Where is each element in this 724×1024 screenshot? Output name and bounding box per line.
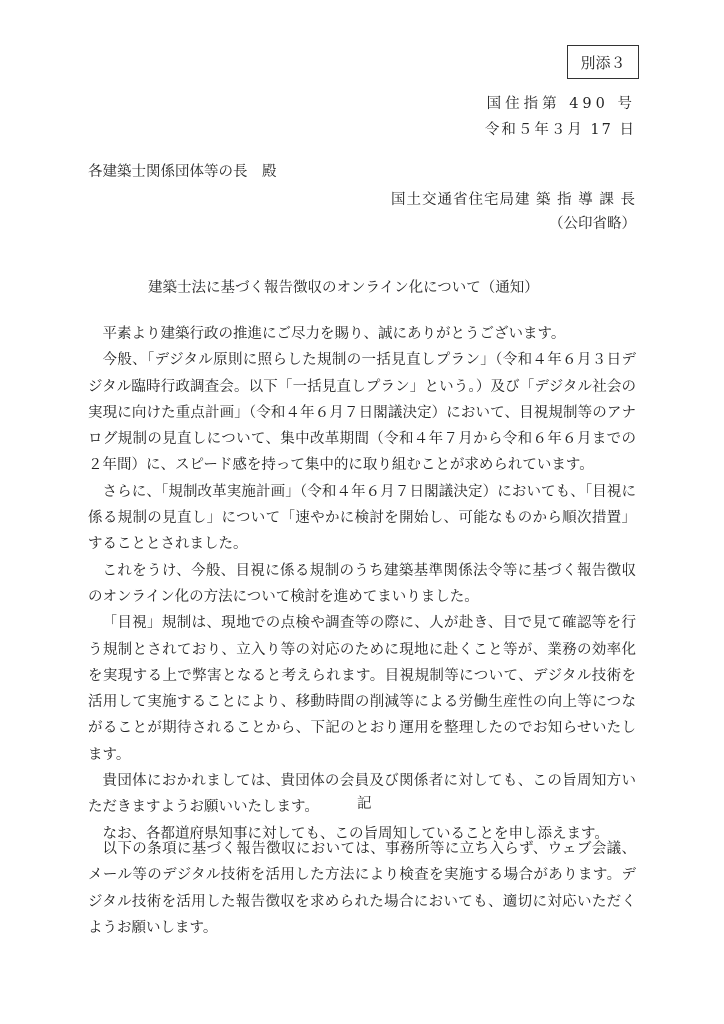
paragraph: 貴団体におかれましては、貴団体の会員及び関係者に対しても、この旨周知方いただきますようお願いいたします。: [88, 773, 636, 816]
document-number: 国住指第 490 号: [486, 96, 636, 112]
paragraph: さらに、「規制改革実施計画」（令和４年６月７日閣議決定）においても、「目視に係る規制の見直し」について「速やかに検討を開始し、可能なものから順次措置」することとされました。: [88, 483, 636, 553]
addressee: 各建築士関係団体等の長 殿: [88, 164, 277, 180]
ki-heading: 記: [357, 796, 372, 812]
paragraph: 「目視」規制は、現地での点検や調査等の際に、人が赴き、目で見て確認等を行う規制とされており、立入り等の対応のために現地に赴くこと等が、業務の効率化を実現する上で弊害となると考えられます。目視規制等について、デジタル技術を活用して実施することにより、移動時間の削減等による労働生産性の向上等につながることが期待されることから、下記のとおり運用を整理したのでお知らせいたします。: [88, 615, 636, 763]
paragraph: 今般、「デジタル原則に照らした規制の一括見直しプラン」（令和４年６月３日デジタル臨時行政調査会。以下「一括見直しプラン」という。）及び「デジタル社会の実現に向けた重点計画」（令和４年６月７日閣議決定）において、目視規制等のアナログ規制の見直しについて、集中改革期間（令和４年７月から令和６年６月までの２年間）に、スピード感を持って集中的に取り組むことが求められています。: [88, 352, 636, 474]
paragraph: 平素より建築行政の推進にご尽力を賜り、誠にありがとうございます。: [102, 326, 566, 342]
notes-section: [88, 836, 636, 941]
sender-name: 国土交通省住宅局建 築 指 導 課 長: [390, 192, 636, 208]
seal-note: （公印省略）: [549, 216, 636, 232]
document-title: 建築士法に基づく報告徴収のオンライン化について（通知）: [148, 280, 539, 296]
paragraph: なお、各都道府県知事に対しても、この旨周知していることを申し添えます。: [102, 825, 609, 842]
note-paragraph: 以下の条項に基づく報告徴収においては、事務所等に立ち入らず、ウェブ会議、メール等のデジタル技術を活用した方法により検査を実施する場合があります。デジタル技術を活用した報告徴収を求められた場合においても、適切に対応いただくようお願いします。: [88, 841, 636, 936]
paragraph: これをうけ、今般、目視に係る規制のうち建築基準関係法令等に基づく報告徴収のオンライン化の方法について検討を進めてまいりました。: [88, 562, 636, 605]
document-body: [88, 321, 636, 847]
attachment-label: 別添３: [567, 45, 639, 79]
document-date: 令和５年３月 17 日: [484, 122, 636, 138]
